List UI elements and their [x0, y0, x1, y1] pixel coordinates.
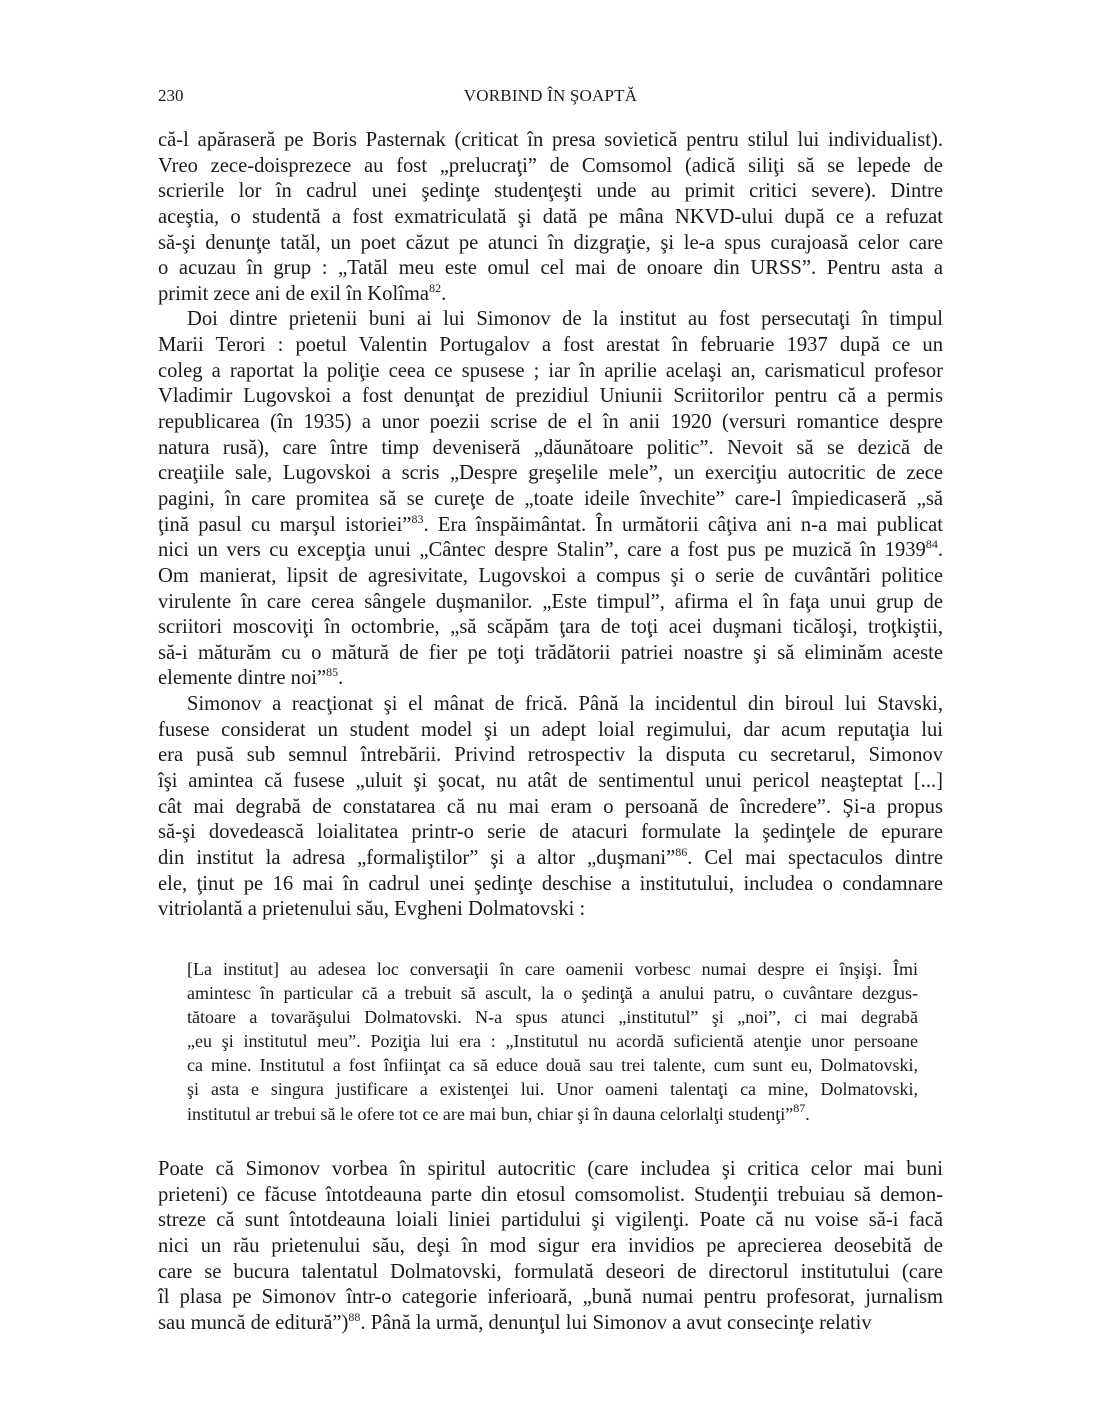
paragraph	[158, 692, 943, 923]
text-line	[158, 1157, 943, 1183]
text-line	[158, 231, 943, 257]
line-text: „eu şi institutul meu”. Poziţia lui era : „Institutul nu acordă suficientă atenţie unor persoane	[187, 1031, 918, 1052]
text-line	[158, 1260, 943, 1286]
text-line	[158, 307, 943, 333]
text-line	[158, 692, 943, 718]
line-text: fusese considerat un student model şi un adept loial regimului, dar acum reputaţia lui	[158, 718, 943, 741]
line-text: natura rusă), care între timp deveniseră „dăunătoare politic”. Nevoit să se dezică de	[158, 436, 943, 459]
line-text: cât mai degrabă de constatarea că nu mai eram o persoană de încredere”. Şi-a propus	[158, 795, 943, 818]
line-text-tail: . Cel mai spectaculos dintre	[687, 846, 943, 869]
line-text: elemente dintre noi”	[158, 667, 327, 690]
paragraph	[158, 128, 943, 307]
text-line	[187, 1005, 918, 1029]
line-text: şi asta e singura justificare a existenţei lui. Unor oameni talentaţi ca mine, Dolmatovski,	[187, 1079, 918, 1100]
line-text: pagini, în care promitea să se cureţe de „toate ideile învechite” care-l împiedicaseră „să	[158, 487, 943, 510]
text-line	[158, 333, 943, 359]
text-line	[158, 897, 943, 923]
text-line	[187, 1077, 918, 1101]
line-text-tail: .	[937, 539, 943, 562]
text-line	[158, 282, 943, 308]
line-text: tătoare a tovarăşului Dolmatovski. N-a spus atunci „institutul” şi „noi”, ci mai degrabă	[187, 1007, 918, 1028]
text-line	[158, 410, 943, 436]
text-line	[158, 179, 943, 205]
text-line	[158, 795, 943, 821]
text-line	[158, 256, 943, 282]
line-text: coleg a raportat la poliţie ceea ce spusese ; iar în aprilie acelaşi an, carismaticul profesor	[158, 359, 943, 382]
running-title: VORBIND ÎN ŞOAPTĂ	[463, 86, 638, 105]
text-line	[158, 513, 943, 539]
text-line	[158, 128, 943, 154]
line-text: Doi dintre prietenii buni ai lui Simonov de la institut au fost persecutaţi în timpul	[187, 308, 943, 331]
text-line	[158, 641, 943, 667]
line-text: îl plasa pe Simonov într-o categorie inferioară, „bună numai pentru profesorat, jurnalism	[158, 1286, 943, 1309]
line-text: că-l apăraseră pe Boris Pasternak (criticat în presa sovietică pentru stilul lui individualist).	[158, 129, 943, 151]
page-header	[158, 86, 943, 110]
footnote-ref[interactable]: 86	[675, 844, 688, 859]
block-quote	[187, 957, 918, 1126]
line-text: Poate că Simonov vorbea în spiritul autocritic (care includea şi critica celor mai buni	[158, 1158, 943, 1180]
text-line	[158, 384, 943, 410]
text-line	[158, 359, 943, 385]
line-text: vitriolantă a prietenului său, Evgheni Dolmatovski :	[158, 898, 586, 921]
footnote-ref[interactable]: 88	[348, 1309, 361, 1324]
paragraph	[158, 307, 943, 692]
text-line	[158, 743, 943, 769]
body-text-after-quote	[158, 1157, 943, 1336]
text-line	[158, 487, 943, 513]
line-text: [La institut] au adesea loc conversaţii în care oamenii vorbesc numai despre ei înşişi. Îmi	[187, 959, 918, 979]
text-line	[187, 957, 918, 981]
line-text: scriitori moscoviţi în octombrie, „să scăpăm ţara de toţi acei duşmani ticăloşi, troţkiştii,	[158, 616, 943, 639]
line-text: era pusă sub semnul întrebării. Privind retrospectiv la disputa cu secretarul, Simonov	[158, 744, 943, 767]
line-text: scrierile lor în cadrul unei şedinţe studenţeşti unde au primit critici severe). Dintre	[158, 180, 943, 203]
line-text: republicarea (în 1935) a unor poezii scrise de el în anii 1920 (versuri romantice despre	[158, 411, 943, 434]
text-line	[158, 872, 943, 898]
line-text: nici un rău prietenului său, deşi în mod sigur era invidios pe aprecierea deosebită de	[158, 1234, 943, 1257]
line-text: să-şi denunţe tatăl, un poet căzut pe atunci în dizgraţie, şi le-a spus curajoasă celor care	[158, 231, 943, 254]
footnote-ref[interactable]: 83	[411, 511, 424, 526]
footnote-ref[interactable]: 82	[429, 280, 442, 295]
line-text: primit zece ani de exil în Kolîma	[158, 282, 430, 305]
footnote-ref[interactable]: 87	[793, 1100, 806, 1115]
line-text: ţină pasul cu marşul istoriei”	[158, 513, 412, 536]
text-line	[158, 1311, 943, 1337]
text-line	[158, 590, 943, 616]
text-line	[187, 1053, 918, 1077]
text-line	[158, 1183, 943, 1209]
line-text: să-i măturăm cu o mătură de fier pe toţi trădătorii patriei noastre şi să eliminăm aceste	[158, 641, 943, 664]
line-text: Marii Terori : poetul Valentin Portugalov a fost arestat în februarie 1937 după ce un	[158, 334, 943, 357]
text-line	[158, 666, 943, 692]
line-text: Vladimir Lugovskoi a fost denunţat de prezidiul Uniunii Scriitorilor pentru că a permis	[158, 385, 943, 408]
text-line	[158, 436, 943, 462]
line-text-tail: . Era înspăimântat. În următorii câţiva ani n-a mai publicat	[423, 513, 943, 536]
line-text: din institut la adresa „formaliştilor” şi a altor „duşmani”	[158, 846, 676, 869]
line-text: creaţiile sale, Lugovskoi a scris „Despre greşelile mele”, un exerciţiu autocritic de zece	[158, 462, 943, 485]
body-text	[158, 128, 943, 923]
line-text: institutul ar trebui să le ofere tot ce are mai bun, chiar şi în dauna celorlalţi studenţi”	[187, 1103, 794, 1124]
text-line	[158, 1285, 943, 1311]
text-line	[187, 1102, 918, 1126]
line-text: îşi amintea că fusese „uluit şi şocat, nu atât de sentimentul unui pericol neaşteptat [...]	[158, 770, 943, 793]
text-line	[158, 538, 943, 564]
line-text: nici un vers cu excepţia unui „Cântec despre Stalin”, care a fost pus pe muzică în 1939	[158, 539, 926, 562]
text-line	[158, 846, 943, 872]
text-line	[158, 1234, 943, 1260]
line-text: care se bucura talentatul Dolmatovski, formulată deseori de directorul institutului (care	[158, 1260, 943, 1283]
line-text: virulente în care cerea sângele duşmanilor. „Este timpul”, afirma el în faţa unui grup de	[158, 590, 943, 613]
footnote-ref[interactable]: 84	[925, 537, 938, 552]
text-line	[187, 981, 918, 1005]
line-text: prieteni) ce făcuse întotdeauna parte din etosul comsomolist. Studenţii trebuiau să demon-	[158, 1183, 943, 1206]
text-line	[158, 564, 943, 590]
line-text: ca mine. Institutul a fost înfiinţat ca să educe două sau trei talente, cum sunt eu, Dolmatovski,	[187, 1055, 918, 1076]
text-line	[158, 615, 943, 641]
line-text: sau muncă de editură”)	[158, 1311, 349, 1334]
line-text-tail: .	[805, 1103, 810, 1124]
page-number: 230	[158, 86, 184, 105]
line-text: aceştia, o studentă a fost exmatriculată şi dată pe mâna NKVD-ului după ce a refuzat	[158, 205, 943, 228]
footnote-ref[interactable]: 85	[326, 665, 339, 680]
line-text-tail: .	[441, 282, 447, 305]
line-text: ele, ţinut pe 16 mai în cadrul unei şedinţe deschise a institutului, includea o condamnare	[158, 872, 943, 895]
text-line	[158, 769, 943, 795]
line-text: streze că sunt întotdeauna loiali liniei partidului şi vigilenţi. Poate că nu voise să-i facă	[158, 1209, 943, 1232]
line-text: să-şi dovedească loialitatea printr-o serie de atacuri formulate la şedinţele de epurare	[158, 821, 943, 844]
text-line	[187, 1029, 918, 1053]
line-text: Om manierat, lipsit de agresivitate, Lugovskoi a compus şi o serie de cuvântări politice	[158, 564, 943, 587]
line-text: Simonov a reacţionat şi el mânat de frică. Până la incidentul din biroul lui Stavski,	[187, 693, 943, 716]
line-text: o acuzau în grup : „Tatăl meu este omul cel mai de onoare din URSS”. Pentru asta a	[158, 257, 943, 280]
text-line	[158, 1208, 943, 1234]
line-text-tail: .	[338, 667, 344, 690]
text-line	[158, 205, 943, 231]
text-line	[158, 154, 943, 180]
line-text-tail: . Până la urmă, denunţul lui Simonov a avut consecinţe relativ	[360, 1311, 872, 1334]
text-line	[158, 820, 943, 846]
line-text: Vreo zece-doisprezece au fost „prelucraţi” de Comsomol (adică siliţi să se lepede de	[158, 154, 943, 177]
line-text: amintesc în particular că a trebuit să ascult, la o şedinţă a anului patru, o cuvântare dezgus-	[187, 983, 918, 1004]
text-line	[158, 718, 943, 744]
text-line	[158, 461, 943, 487]
